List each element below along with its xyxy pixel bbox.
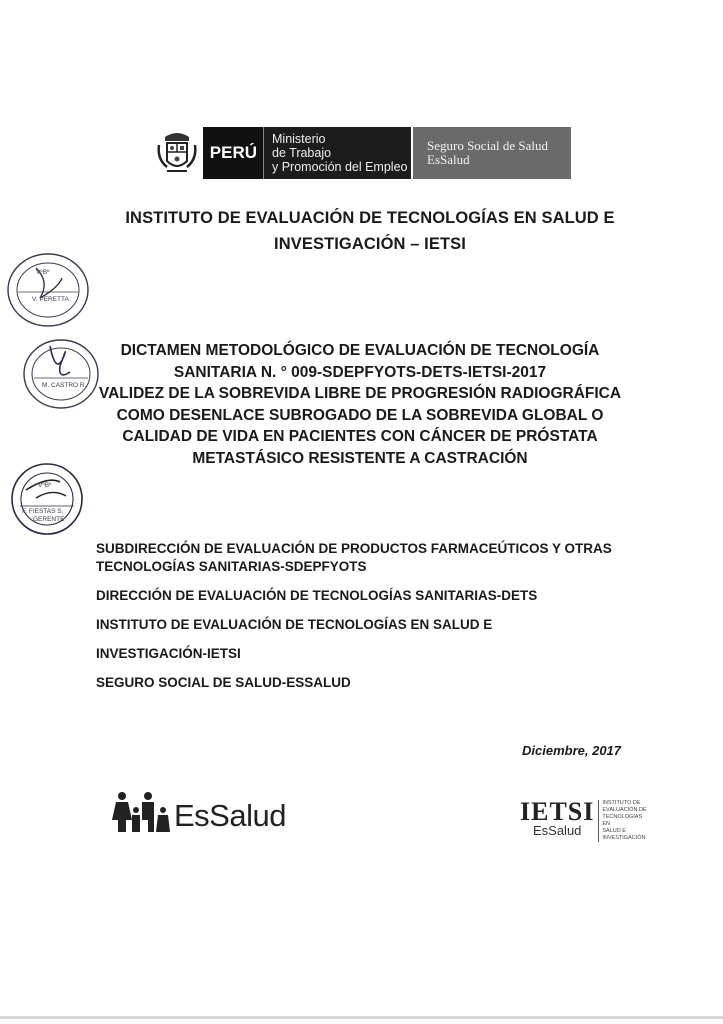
ietsi-description-line: TECNOLOGÍAS EN [602,814,643,827]
ietsi-description-line: EVALUACIÓN DE [602,807,647,813]
ietsi-description-line: INSTITUTO DE [602,800,641,806]
government-banner [155,127,571,179]
social-security-line: Seguro Social de Salud [427,138,548,153]
dictamen-line: METASTÁSICO RESISTENTE A CASTRACIÓN [192,449,528,467]
ietsi-description-line: INVESTIGACIÓN [602,835,646,841]
stamp-name: M. CASTRO R. [42,382,87,389]
stamp-name: V. PERETTA [32,296,69,303]
scan-edge [0,1016,723,1019]
stamp-vb: VºBº [36,269,50,276]
organization-item: INVESTIGACIÓN-IETSI [96,646,241,661]
dictamen-line: COMO DESENLACE SUBROGADO DE LA SOBREVIDA GLOBAL O [116,406,604,424]
ministry-line: y Promoción del Empleo [272,160,408,174]
organization-item: SEGURO SOCIAL DE SALUD-ESSALUD [96,675,351,690]
organization-item: INSTITUTO DE EVALUACIÓN DE TECNOLOGÍAS EN SALUD E [96,617,493,632]
stamp-name: F. FIESTAS S. [22,508,64,515]
ietsi-logo-description [598,800,650,842]
essalud-logo [112,790,286,834]
social-security-label [413,127,571,179]
dictamen-title [95,340,625,469]
institute-title-line: INSTITUTO DE EVALUACIÓN DE TECNOLOGÍAS EN SALUD E [125,209,615,227]
institute-title-line: INVESTIGACIÓN – IETSI [274,235,466,253]
dictamen-line: SANITARIA N. ° 009-SDEPFYOTS-DETS-IETSI-2017 [173,363,547,381]
essalud-logo-text: EsSalud [174,798,286,833]
organization-item: SUBDIRECCIÓN DE EVALUACIÓN DE PRODUCTOS FARMACEÚTICOS Y OTRAS TECNOLOGÍAS SANITARIAS-SDEPFYOTS [96,541,612,574]
ietsi-logo-text: IETSI [520,797,595,826]
ministry-line: de Trabajo [272,146,332,160]
dictamen-line: VALIDEZ DE LA SOBREVIDA LIBRE DE PROGRESIÓN RADIOGRÁFICA [98,385,622,402]
peru-label: PERÚ [203,127,263,179]
approval-stamp-1 [2,248,94,332]
ietsi-logo-subtext: EsSalud [532,823,582,838]
approval-stamp-2 [20,336,102,412]
institute-title [70,205,670,257]
ministry-label [263,127,411,179]
ietsi-logo [520,797,650,842]
dictamen-line: DICTAMEN METODOLÓGICO DE EVALUACIÓN DE TECNOLOGÍA [120,342,600,359]
stamp-role: GERENTE [33,516,65,523]
stamp-vb: VºBº [38,482,52,489]
ministry-line: Ministerio [272,132,326,146]
peru-coat-of-arms-icon [155,127,199,179]
social-security-line: EsSalud [427,152,470,167]
family-icon [112,790,172,834]
approval-stamp-3 [8,460,86,538]
ietsi-description-line: SALUD E [602,828,626,834]
document-date: Diciembre, 2017 [522,743,622,758]
organization-item: DIRECCIÓN DE EVALUACIÓN DE TECNOLOGÍAS SANITARIAS-DETS [96,588,538,603]
dictamen-line: CALIDAD DE VIDA EN PACIENTES CON CÁNCER DE PRÓSTATA [122,428,598,445]
organizations-list [96,540,656,703]
